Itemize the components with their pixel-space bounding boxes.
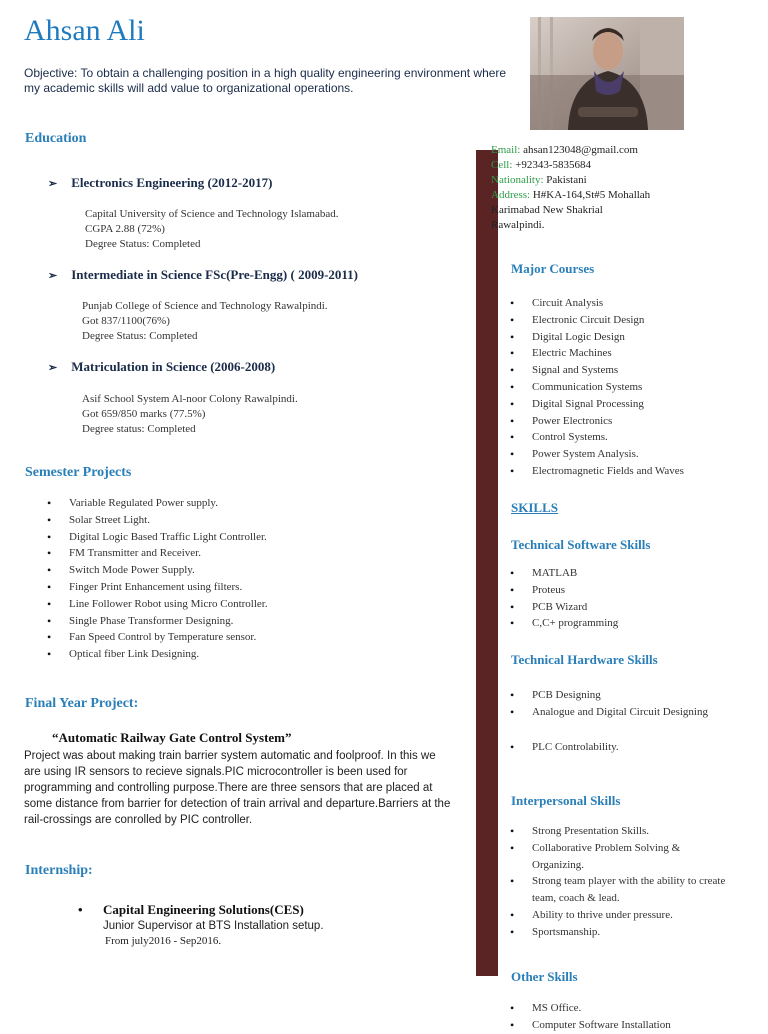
item-text-continued: Organizing.	[532, 858, 585, 871]
contact-email	[491, 143, 721, 158]
education-status: Degree status: Completed	[82, 423, 196, 435]
list-item: • PCB Wizard	[508, 599, 748, 616]
item-text: Sportsmanship.	[532, 925, 601, 938]
skills-heading: SKILLS	[511, 500, 558, 515]
cell-label: Cell:	[491, 159, 513, 171]
address-line-1: H#KA-164,St#5 Mohallah	[530, 189, 651, 201]
education-details	[85, 207, 338, 252]
column-divider-bar	[476, 150, 498, 976]
education-item-heading	[48, 359, 275, 375]
other-skills-list	[508, 1000, 748, 1034]
list-item: • Signal and Systems	[508, 362, 748, 379]
education-item-heading	[48, 175, 272, 191]
list-item: • Optical fiber Link Designing.	[45, 646, 268, 663]
internship-company	[78, 902, 458, 918]
education-grade: CGPA 2.88 (72%)	[85, 223, 165, 235]
list-item: • Electromagnetic Fields and Waves	[508, 463, 748, 480]
list-item: • Digital Logic Based Traffic Light Controller.	[45, 529, 268, 546]
list-item: • Communication Systems	[508, 379, 748, 396]
list-item: • PLC Controlability.	[508, 739, 748, 756]
nationality-label: Nationality:	[491, 174, 544, 186]
list-item: • Control Systems.	[508, 429, 748, 446]
project-description: Project was about making train barrier system automatic and foolproof. In this we are using IR sensors to recieve signals.PIC microcontroller is been used for programming and controlling purpose.There are three sensors that are placed at some distance from barrier for detection of train arrival and departure.Barriers at the rail-crossings are conrolled by PIC controller.	[24, 750, 451, 826]
list-item: • FM Transmitter and Receiver.	[45, 545, 268, 562]
list-item: • Single Phase Transformer Designing.	[45, 613, 268, 630]
education-details	[82, 392, 298, 437]
candidate-name: Ahsan Ali	[24, 14, 145, 47]
list-item: • Electronic Circuit Design	[508, 312, 748, 329]
cell-value: +92343-5835684	[512, 159, 592, 171]
arrow-bullet-icon: ➢	[48, 178, 58, 190]
contact-address	[491, 188, 721, 203]
internship-entry	[78, 902, 458, 948]
item-text: Collaborative Problem Solving &	[532, 841, 681, 854]
education-degree: Electronics Engineering (2012-2017)	[71, 175, 273, 190]
list-item	[508, 873, 758, 907]
education-degree: Intermediate in Science FSc(Pre-Engg) ( 2009-2011)	[71, 267, 359, 282]
software-skills-heading: Technical Software Skills	[511, 537, 651, 552]
education-details	[82, 299, 328, 344]
major-courses-list	[508, 295, 748, 480]
education-grade: Got 659/850 marks (77.5%)	[82, 408, 206, 420]
list-item: • Power Electronics	[508, 413, 748, 430]
list-item: • Electric Machines	[508, 345, 748, 362]
list-item: • PCB Designing	[508, 687, 748, 704]
internship-heading: Internship:	[25, 863, 93, 878]
hardware-skills-heading: Technical Hardware Skills	[511, 652, 658, 667]
internship-period: From july2016 - Sep2016.	[105, 935, 222, 947]
address-label: Address:	[491, 189, 531, 201]
interpersonal-skills-list	[508, 823, 758, 941]
other-skills-heading: Other Skills	[511, 969, 578, 984]
bullet-icon: •	[78, 902, 83, 917]
list-item: • Line Follower Robot using Micro Controller.	[45, 596, 268, 613]
contact-block	[491, 143, 721, 233]
list-item: • Fan Speed Control by Temperature sensor.	[45, 629, 268, 646]
nationality-value: Pakistani	[543, 174, 587, 186]
list-item: • Switch Mode Power Supply.	[45, 562, 268, 579]
education-institution: Asif School System Al-noor Colony Rawalpindi.	[82, 393, 298, 405]
profile-photo	[530, 17, 684, 130]
list-item: • Digital Signal Processing	[508, 396, 748, 413]
semester-projects-list	[45, 495, 268, 663]
list-item	[508, 924, 758, 941]
list-item	[508, 840, 758, 874]
education-institution: Capital University of Science and Technology Islamabad.	[85, 208, 339, 220]
hardware-skills-list	[508, 687, 748, 721]
email-value: ahsan123048@gmail.com	[520, 144, 638, 156]
education-status: Degree Status: Completed	[85, 238, 201, 250]
list-item: • Finger Print Enhancement using filters.	[45, 579, 268, 596]
item-text: Ability to thrive under pressure.	[532, 908, 673, 921]
education-grade: Got 837/1100(76%)	[82, 315, 170, 327]
list-item: • MS Office.	[508, 1000, 748, 1017]
email-label: Email:	[491, 144, 521, 156]
list-item: • C,C+ programming	[508, 615, 748, 632]
list-item: • MATLAB	[508, 565, 748, 582]
semester-projects-heading: Semester Projects	[25, 465, 132, 480]
address-line-3: Rawalpindi.	[491, 219, 545, 231]
education-institution: Punjab College of Science and Technology Rawalpindi.	[82, 300, 328, 312]
item-text: Strong Presentation Skills.	[532, 825, 650, 837]
education-status: Degree Status: Completed	[82, 330, 198, 342]
interpersonal-skills-heading: Interpersonal Skills	[511, 793, 621, 808]
education-item-heading	[48, 267, 358, 283]
final-year-project-heading: Final Year Project:	[25, 696, 139, 711]
education-degree: Matriculation in Science (2006-2008)	[71, 359, 276, 374]
list-item: • Power System Analysis.	[508, 446, 748, 463]
item-text: Strong team player with the ability to create	[532, 875, 726, 888]
internship-role: Junior Supervisor at BTS Installation setup.	[103, 920, 324, 932]
list-item: • Variable Regulated Power supply.	[45, 495, 268, 512]
profile-photo-image	[530, 17, 684, 130]
list-item: • Proteus	[508, 582, 748, 599]
objective-text: Objective: To obtain a challenging position in a high quality engineering environment where my academic skills will add value to organizational operations.	[24, 66, 507, 95]
education-heading: Education	[25, 131, 87, 146]
contact-nationality	[491, 173, 721, 188]
list-item: • Computer Software Installation	[508, 1017, 748, 1034]
item-text-continued: team, coach & lead.	[532, 892, 620, 905]
list-item: • Analogue and Digital Circuit Designing	[508, 704, 748, 721]
hardware-skills-list-extra	[508, 739, 748, 756]
company-name: Capital Engineering Solutions(CES)	[103, 902, 304, 917]
list-item: • Digital Logic Design	[508, 329, 748, 346]
list-item: • Solar Street Light.	[45, 512, 268, 529]
major-courses-heading: Major Courses	[511, 261, 595, 276]
address-line-2: Karimabad New Shakrial	[491, 204, 603, 216]
arrow-bullet-icon: ➢	[48, 362, 58, 374]
project-title: “Automatic Railway Gate Control System”	[52, 730, 292, 745]
contact-cell	[491, 158, 721, 173]
arrow-bullet-icon: ➢	[48, 270, 58, 282]
software-skills-list	[508, 565, 748, 632]
list-item: • Circuit Analysis	[508, 295, 748, 312]
list-item	[508, 907, 758, 924]
list-item	[508, 823, 758, 840]
